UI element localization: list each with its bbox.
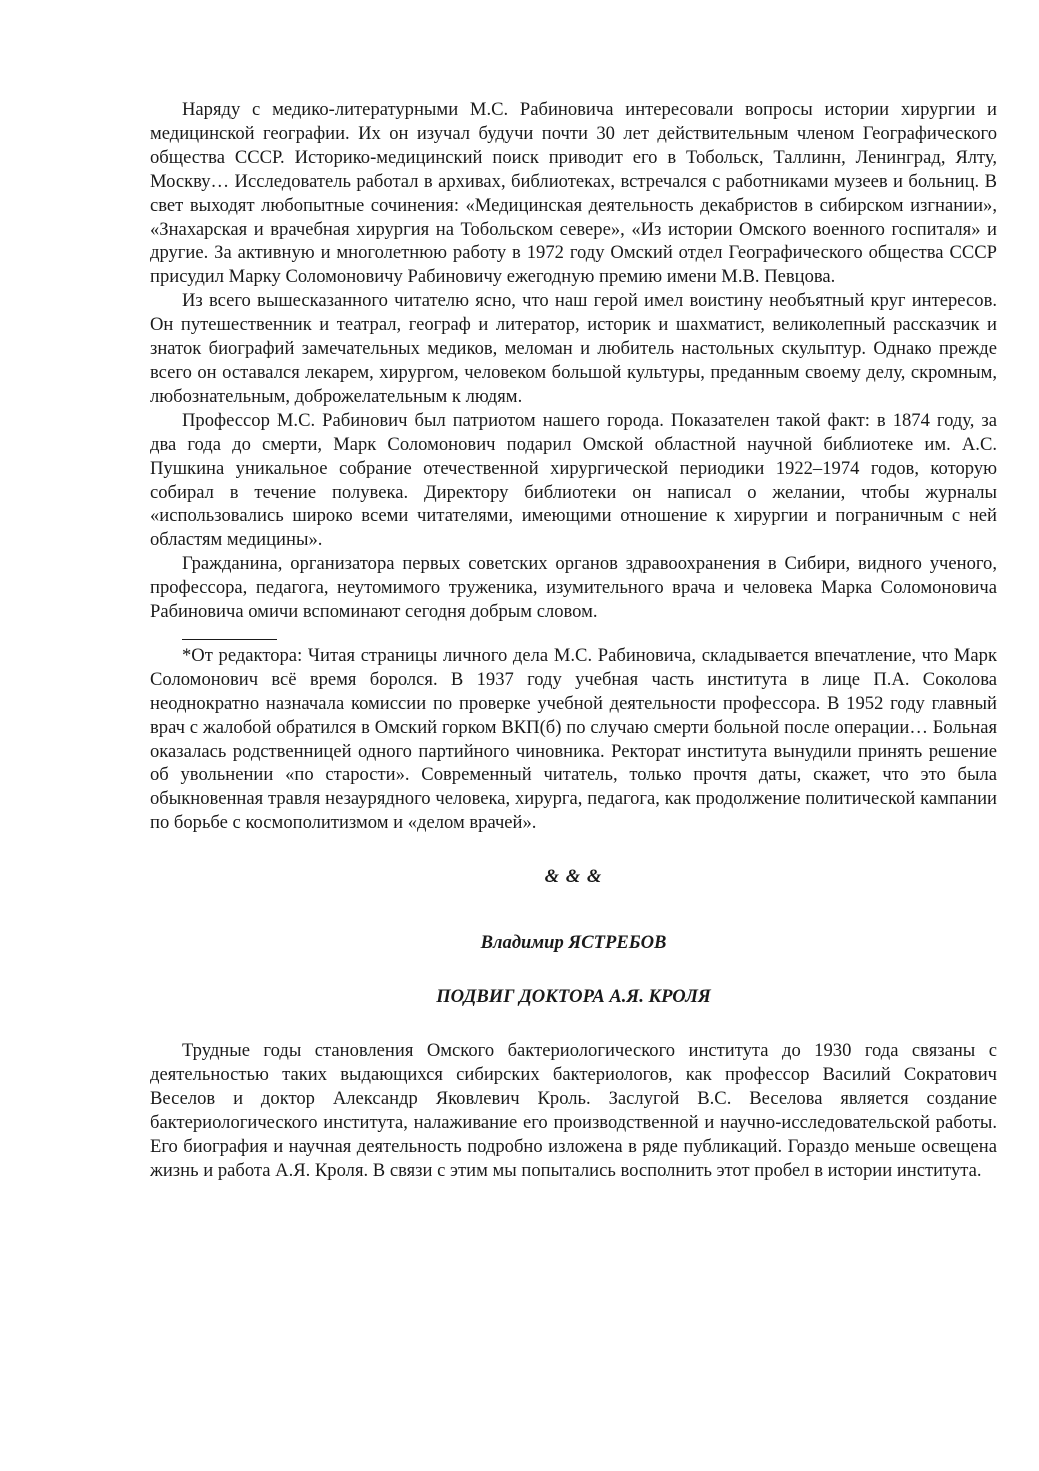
section-separator: & & & (544, 866, 603, 888)
paragraph: Наряду с медико-литературными М.С. Рабиновича интересовали вопросы истории хирургии и медицинской географии. Их он изучал будучи почти 30 лет действительным членом Географического общества СССР. Историко-медицинский поиск приводит его в Тобольск, Таллинн, Ленинград, Ялту, Москву… Исследователь работал в архивах, библиотеках, встречался с работниками музеев и больниц. В свет выходят любопытные сочинения: «Медицинская деятельность декабристов в сибирском изгнании», «Знахарская и врачебная хирургия на Тобольском севере», «Из истории Омского военного госпиталя» и другие. За активную и многолетнюю работу в 1972 году Омский отдел Географического общества СССР присудил Марку Соломоновичу Рабиновичу ежегодную премию имени М.В. Певцова. (150, 99, 997, 288)
paragraph: Из всего вышесказанного читателю ясно, что наш герой имел воистину необъятный круг интересов. Он путешественник и театрал, географ и литератор, историк и шахматист, великолепный рассказчик и знаток биографий замечательных медиков, меломан и любитель настольных скульптур. Однако прежде всего он оставался лекарем, хирургом, человеком большой культуры, преданным своему делу, скромным, любознательным, доброжелательным к людям. (150, 290, 997, 407)
editor-footnote: *От редактора: Читая страницы личного дела М.С. Рабиновича, складывается впечатление, что Марк Соломонович всё время боролся. В 1937 году учебная часть института в лице П.А. Соколова неоднократно назначала комиссии по проверке учебной деятельности профессора. В 1952 году главный врач с жалобой обратился в Омский горком ВКП(б) по случаю смерти больной после операции… Больная оказалась родственницей одного партийного чиновника. Ректорат института вынудили принять решение об увольнении «по старости». Современный читатель, только прочтя даты, скажет, что это была обыкновенная травля незаурядного человека, хирурга, педагога, как продолжение политической кампании по борьбе с космополитизмом и «делом врачей». (150, 644, 997, 834)
article-body (150, 1039, 997, 1182)
paragraph: Трудные годы становления Омского бактериологического института до 1930 года связаны с деятельностью таких выдающихся сибирских бактериологов, как профессор Василий Сократович Веселов и доктор Александр Яковлевич Кроль. Заслугой В.С. Веселова является создание бактериологического института, налаживание его производственной и научно-исследовательской работы. Его биография и научная деятельность подробно изложена в ряде публикаций. Гораздо меньше освещена жизнь и работа А.Я. Кроля. В связи с этим мы попытались восполнить этот пробел в истории института. (150, 1040, 997, 1181)
article-title: ПОДВИГ ДОКТОРА А.Я. КРОЛЯ (436, 986, 711, 1008)
paragraph: Профессор М.С. Рабинович был патриотом нашего города. Показателен такой факт: в 1874 году, за два года до смерти, Марк Соломонович подарил Омской областной научной библиотеке им. А.С. Пушкина уникальное собрание отечественной хирургической периодики 1922–1974 годов, которую собирал в течение полувека. Директору библиотеки он написал о желании, чтобы журналы «использовались широко всеми читателями, имеющими отношение к хирургии и пограничным с ней областям медицины». (150, 409, 997, 551)
paragraph: Гражданина, организатора первых советских органов здравоохранения в Сибири, видного ученого, профессора, педагога, неутомимого труженика, изумительного врача и человека Марка Соломоновича Рабиновича омичи вспоминают сегодня добрым словом. (150, 553, 997, 623)
article-author: Владимир ЯСТРЕБОВ (480, 932, 667, 954)
footnote-divider (182, 639, 277, 640)
document-page (150, 98, 997, 1183)
